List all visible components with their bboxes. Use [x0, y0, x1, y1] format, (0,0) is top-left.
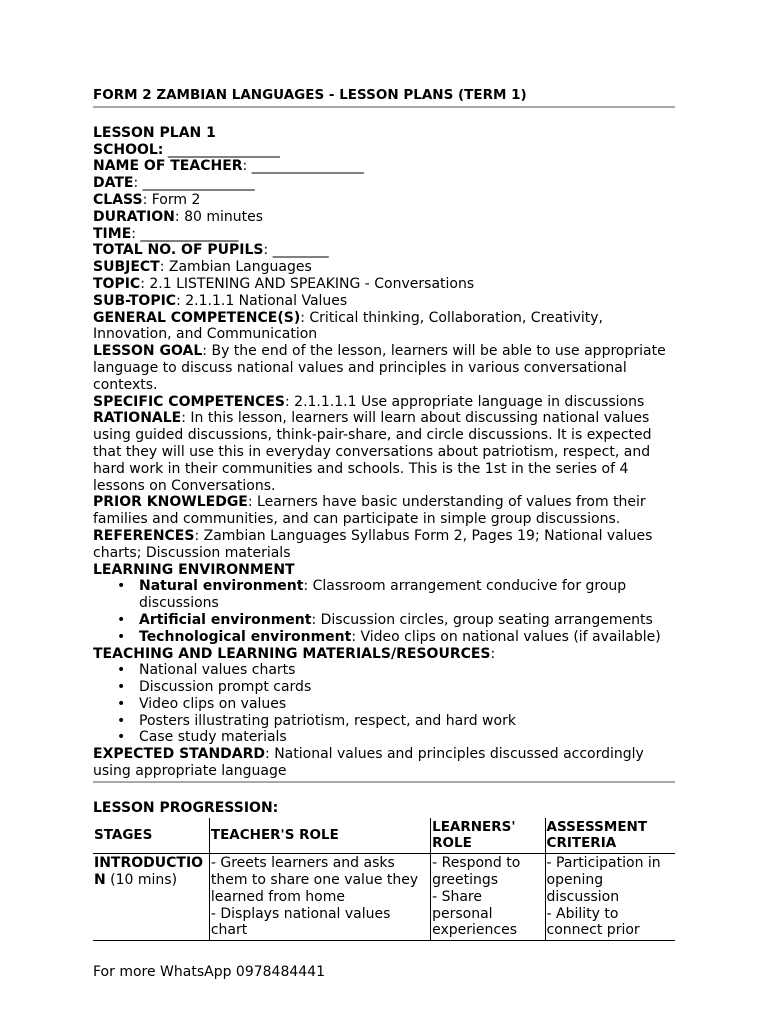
- field-line: [93, 242, 675, 259]
- field-line: [93, 293, 675, 310]
- field-label: TOPIC: [93, 275, 141, 292]
- lesson-fields: [93, 142, 675, 562]
- field-value: : 80 minutes: [174, 208, 264, 225]
- field-value: ________________: [163, 141, 280, 158]
- table-row: [93, 854, 675, 941]
- lesson-plan-page: [93, 87, 675, 941]
- cell-stage: INTRODUCTION (10 mins): [93, 854, 209, 941]
- field-line: [93, 259, 675, 276]
- materials-heading: TEACHING AND LEARNING MATERIALS/RESOURCES:: [93, 645, 496, 662]
- footer-contact[interactable]: For more WhatsApp 0978484441: [93, 964, 325, 980]
- field-value: : 2.1 LISTENING AND SPEAKING - Conversations: [140, 275, 475, 292]
- field-line: [93, 394, 675, 411]
- list-item: • Natural environment: Classroom arrangement conducive for group discussions: [139, 578, 675, 612]
- field-value: : 2.1.1.1.1 Use appropriate language in discussions: [285, 393, 645, 410]
- field-label: LESSON GOAL: [93, 343, 203, 360]
- field-line: [93, 494, 675, 528]
- list-item: • Posters illustrating patriotism, respect, and hard work: [139, 713, 675, 730]
- field-value: : Learners have basic understanding of values from their families and communities, and can participate in simple group discussions.: [93, 494, 646, 528]
- field-line: [93, 310, 675, 344]
- field-value: : By the end of the lesson, learners will be able to use appropriate language to discuss national values and principles in various conversational contexts.: [93, 343, 666, 393]
- field-value: : Zambian Languages Syllabus Form 2, Pages 19; National values charts; Discussion materials: [93, 527, 653, 561]
- list-item: • Technological environment: Video clips on national values (if available): [139, 629, 675, 646]
- field-label: SCHOOL:: [93, 141, 164, 158]
- environment-heading: LEARNING ENVIRONMENT: [93, 561, 295, 578]
- list-item: • Discussion prompt cards: [139, 679, 675, 696]
- header-teachers-role: TEACHER'S ROLE: [209, 818, 430, 854]
- table-header-row: [93, 818, 675, 854]
- expected-standard: EXPECTED STANDARD: National values and principles discussed accordingly using appropriate language: [93, 746, 644, 780]
- field-line: [93, 158, 675, 175]
- field-line: [93, 209, 675, 226]
- field-value: : ________________: [133, 175, 255, 192]
- field-value: : ________: [263, 242, 329, 259]
- list-item: • National values charts: [139, 662, 675, 679]
- document-title: FORM 2 ZAMBIAN LANGUAGES - LESSON PLANS (TERM 1): [93, 87, 527, 103]
- list-item: • Artificial environment: Discussion circles, group seating arrangements: [139, 612, 675, 629]
- cell-learners-role: - Respond to greetings - Share personal experiences: [431, 854, 545, 941]
- header-stages: STAGES: [93, 818, 209, 854]
- field-label: TOTAL NO. OF PUPILS: [93, 242, 264, 259]
- field-label: NAME OF TEACHER: [93, 158, 243, 175]
- field-label: PRIOR KNOWLEDGE: [93, 494, 248, 511]
- environment-list: [93, 578, 675, 645]
- field-line: [93, 192, 675, 209]
- field-value: : ______________: [131, 225, 239, 242]
- field-line: [93, 528, 675, 562]
- header-learners-role: LEARNERS' ROLE: [431, 818, 545, 854]
- field-label: TIME: [93, 225, 132, 242]
- field-label: SPECIFIC COMPETENCES: [93, 393, 285, 410]
- field-value: : 2.1.1.1 National Values: [176, 292, 348, 309]
- field-value: : Form 2: [142, 191, 201, 208]
- field-line: [93, 410, 675, 494]
- cell-teacher-role: - Greets learners and asks them to share one value they learned from home - Displays national values chart: [209, 854, 430, 941]
- field-label: GENERAL COMPETENCE(S): [93, 309, 301, 326]
- field-label: DURATION: [93, 208, 175, 225]
- field-label: SUB-TOPIC: [93, 292, 177, 309]
- field-label: DATE: [93, 175, 134, 192]
- cell-assessment: - Participation in opening discussion - Ability to connect prior: [545, 854, 675, 941]
- field-label: REFERENCES: [93, 527, 195, 544]
- field-line: [93, 343, 675, 393]
- field-line: [93, 276, 675, 293]
- lesson-heading: LESSON PLAN 1: [93, 124, 216, 141]
- field-label: CLASS: [93, 191, 143, 208]
- list-item: • Case study materials: [139, 729, 675, 746]
- lesson-progression-table: [93, 818, 675, 942]
- field-line: [93, 226, 675, 243]
- header-assessment-criteria: ASSESSMENT CRITERIA: [545, 818, 675, 854]
- progression-heading: LESSON PROGRESSION:: [93, 799, 279, 816]
- list-item: • Video clips on values: [139, 696, 675, 713]
- materials-list: [93, 662, 675, 746]
- field-label: RATIONALE: [93, 410, 182, 427]
- field-value: : Zambian Languages: [159, 259, 312, 276]
- field-line: [93, 142, 675, 159]
- field-value: : ________________: [242, 158, 364, 175]
- field-value: : In this lesson, learners will learn about discussing national values using guided discussions, think-pair-share, and circle discussions. It is expected that they will use this in everyday conversations about patriotism, respect, and hard work in their communities and schools. This is the 1st in the series of 4 lessons on Conversations.: [93, 410, 652, 494]
- field-label: SUBJECT: [93, 259, 160, 276]
- field-value: : Critical thinking, Collaboration, Creativity, Innovation, and Communication: [93, 309, 603, 343]
- field-line: [93, 175, 675, 192]
